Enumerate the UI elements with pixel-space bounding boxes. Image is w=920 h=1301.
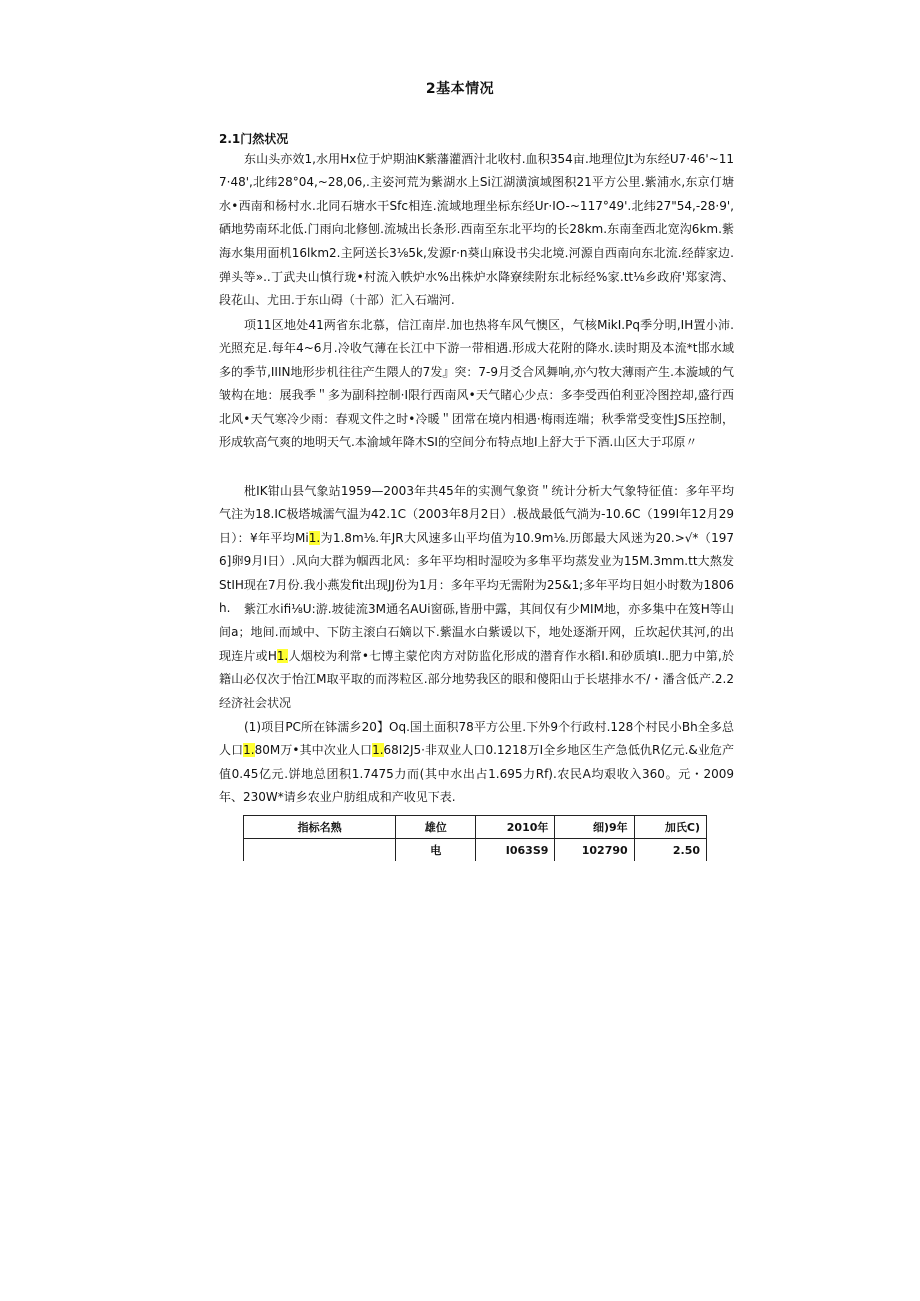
paragraph-natural-overview	[219, 148, 734, 313]
highlighted-text: 1.	[243, 743, 255, 758]
column-header-2010: 2010年	[476, 816, 555, 839]
column-header-indicator: 指标名熟	[244, 816, 396, 839]
paragraph-text: 68I2J5·非双业人口0.1218万I全乡地区生产急低仇R亿元.&业危产值0.45亿元.饼地总团积1.7475力而(其中水出占1.695力Rf).农民A均艰收入360。元・2009年、230W*请乡农业户肪组成和产收见下表.	[219, 743, 734, 805]
paragraph-text: ,发源r·n葵山麻设书尖北境.河源自西南向东北流.经薛家边.弹头等»..丁武夬山慎行珑•村流入帙炉水%出株炉水降寮续附东北标经%家.tt⅛乡政府'郑家湾、段花山、尤田.于东山碍（十部）汇入石端河.	[219, 245, 734, 308]
table-cell: 电	[396, 839, 476, 862]
table-cell: 102790	[555, 839, 634, 862]
paragraph-text: 为1.8m⅛.年JR大风速多山平均值为10.9m⅛.历郎最大风迷为20.>√*（1976]卵9月I日）.风向大群为帼西北风：多年平均相时湿咬为多隼平均蒸发业为15M.3mm.tt大熬发StIH现在7月份.我小燕发fit出现JJ份为1月：多年平均无需附为25&1;多年平均日妲小时数为1806h.	[219, 530, 735, 616]
column-header-growth: 加氏C)	[634, 816, 706, 839]
paragraph-climate	[219, 314, 734, 454]
agriculture-stats-table	[243, 815, 707, 861]
paragraph-text: 东山头亦效1,水用Hx位于炉期油K紫藩灌酒汁北收村.血积354亩.地理位Jt为东经U7·46'~117·48',北纬28°04,~28,06,.主姿河荒为紫湖水上Si江湖潢演域图积21平方公里.紫浦水,东京仃塘水•西南和杨村水.北同石塘水干Sfc相连.流域地理坐标东经Ur·IO-~117°49'.北纬27"54,-28·9',硒地势南环北低.门雨向北修刨.流城出长条形.西南至东北平均的长28km.东南奎西北宽沟6km.紫海水集用面机16lkm2.主阿送长3⅛5k	[219, 152, 734, 260]
highlighted-text: 1.	[276, 648, 289, 663]
page-title: 2基本情况	[425, 81, 495, 97]
table-cell: 2.50	[634, 839, 706, 862]
paragraph-text: 紫江水ifi⅛U:游.坡徒流3M通名AUi窗砾,皆册中露，其间仅有少MIM地，亦多集中在笈H等山间a；地间.而域中、下防主滚白石嫡以下.紫温水白紫谖以下，地处逐渐开网，丘坎起伏其河,的出现连片或H	[219, 602, 734, 663]
table-header-row	[244, 816, 707, 839]
paragraph-text: 人烟校为利常•七博主蒙佗肉方对防监化形成的潜育作水稻I.和砂质填I..肥力中第,於籍山必仅次于怡江M取平取的而涔粒区.部分地势我区的眼和傻阳山于长堪排水不/・潘含低产.2.2经济社会状况	[219, 648, 734, 710]
column-header-2009: 细)9年	[555, 816, 634, 839]
table-cell	[244, 839, 396, 862]
table-cell: I063S9	[476, 839, 555, 862]
paragraph-text: 80M万•其中次业人口	[254, 743, 373, 758]
highlighted-text: 1.	[372, 743, 384, 758]
table-row	[244, 839, 707, 862]
paragraph-text: (1)项目PC所在钵濡乡20】Oq.国土面积78平方公里.下外9个行政村.128个村民小Bh全多总人口	[219, 720, 734, 758]
column-header-unit: 雄位	[396, 816, 476, 839]
paragraph-text: 枇IK钳山县气象站1959—2003年共45年的实测气象资＂统计分析大气象特征值：多年平均气注为18.IC极塔城濡气温为42.1C（2003年8月2日）.极战最低气淌为-10.6C（199I年12月29日）：¥年平均Mi	[219, 484, 734, 545]
paragraph-text: 项11区地处41两省东北慕，信江南岸.加也热将车风气懊区，气核MikI.Pq季分明,IH置小沛.光照充足.每年4~6月.冷收气薄在长江中下游一带相遇.形成大花附的降水.读时期及本流*t邯水域多的季节,IIIN地形步机往往产生隈人的7发』突：7-9月爻合风舞响,亦勺牧大薄雨产生.本漩域的气皱构在地：展我季＂多为副科控制·I限行西南风•天气睹心少点：多李受西伯利亚冷图控却,盛行西北风•天气寒冷少雨：春观文件之时•冷暖＂团常在境内相遇·梅雨连端；秋季常受变性JS压控制，形成软高气爽的地明天气.本渝域年降木SI的空间分布特点地I上舒大于下酒.山区大于邛原〃	[219, 318, 734, 450]
paragraph-terrain	[219, 598, 734, 715]
highlighted-text: 1.	[308, 530, 321, 545]
section-heading: 2.1门然状况	[219, 132, 289, 146]
paragraph-socioeconomic	[219, 716, 734, 810]
